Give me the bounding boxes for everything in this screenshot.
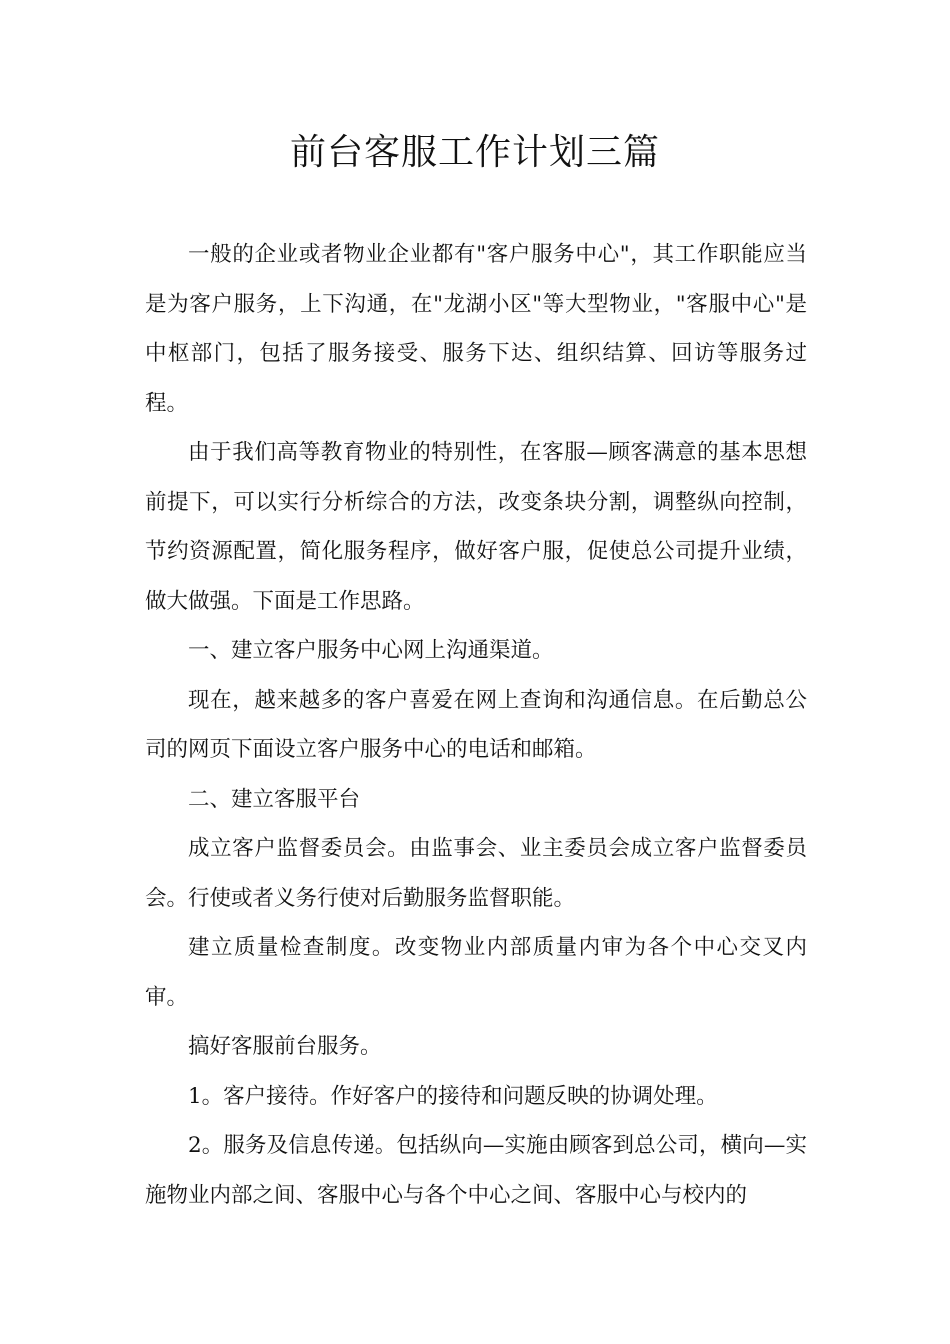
list-item-information-transfer: 2。服务及信息传递。包括纵向—实施由顾客到总公司，横向—实施物业内部之间、客服中心与各个中心之间、客服中心与校内的 [145,1133,807,1208]
paragraph-front-desk: 搞好客服前台服务。 [188,1034,382,1059]
paragraph-supervision-committee: 成立客户监督委员会。由监事会、业主委员会成立客户监督委员会。行使或者义务行使对后勤服务监督职能。 [145,836,807,911]
heading-service-platform: 二、建立客服平台 [188,786,361,812]
document-body [145,230,807,1220]
document-title: 前台客服工作计划三篇 [289,132,660,173]
list-item-reception: 1。客户接待。作好客户的接待和问题反映的协调处理。 [188,1083,718,1109]
heading-online-channel: 一、建立客户服务中心网上沟通渠道。 [188,638,554,663]
paragraph-online-channel: 现在，越来越多的客户喜爱在网上查询和沟通信息。在后勤总公司的网页下面设立客户服务中心的电话和邮箱。 [145,687,807,762]
paragraph-approach: 由于我们高等教育物业的特别性，在客服—顾客满意的基本思想前提下，可以实行分析综合的方法，改变条块分割，调整纵向控制，节约资源配置，简化服务程序，做好客户服，促使总公司提升业绩，做大做强。下面是工作思路。 [145,440,807,614]
paragraph-intro: 一般的企业或者物业企业都有"客户服务中心"，其工作职能应当是为客户服务，上下沟通，在"龙湖小区"等大型物业，"客服中心"是中枢部门，包括了服务接受、服务下达、组织结算、回访等服务过程。 [145,242,807,416]
paragraph-quality-inspection: 建立质量检查制度。改变物业内部质量内审为各个中心交叉内审。 [145,935,807,1010]
